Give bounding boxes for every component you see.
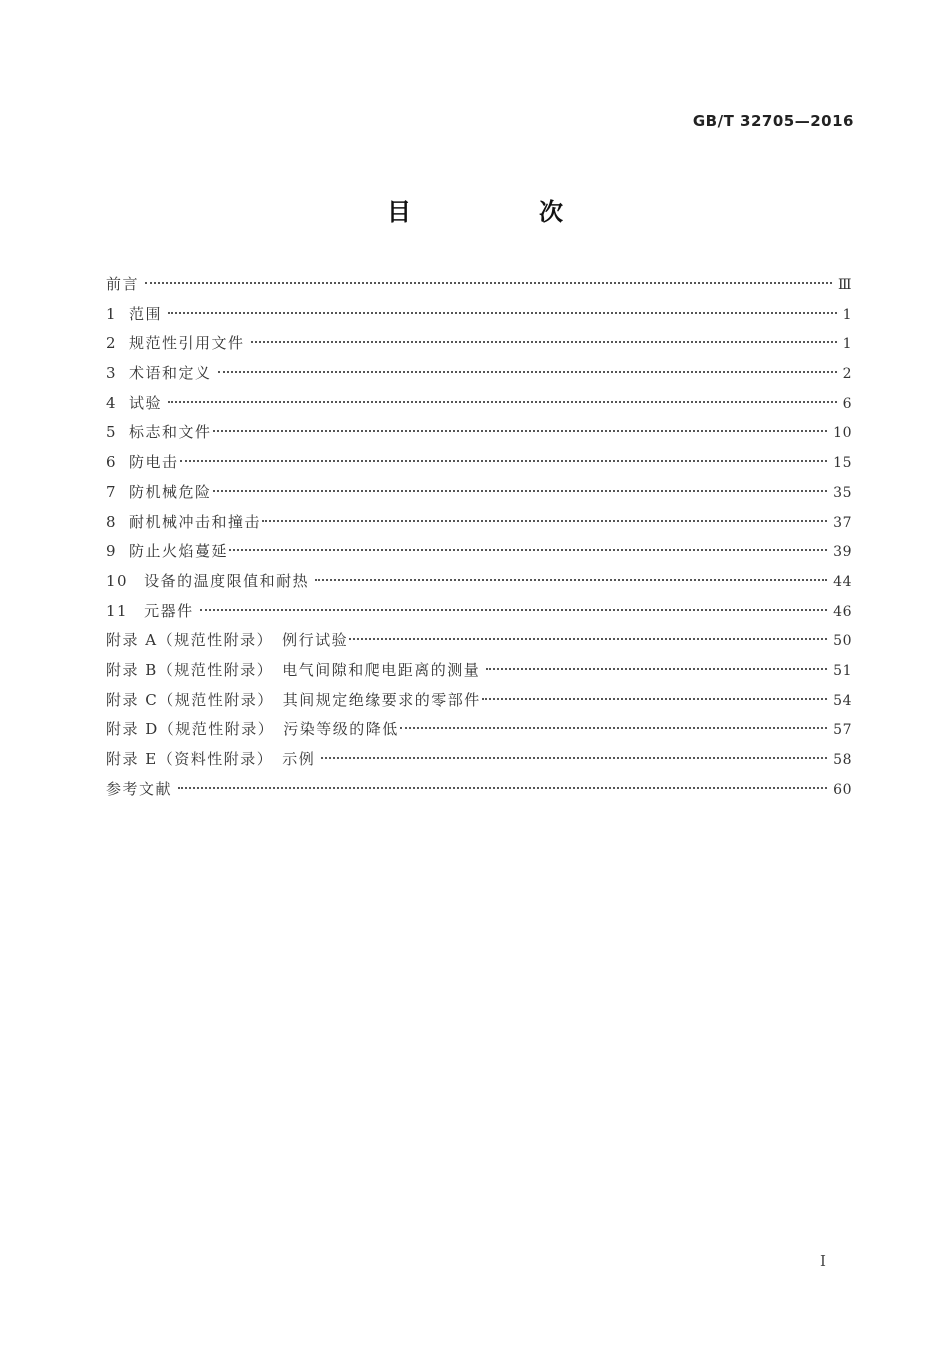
toc-entry-label: 术语和定义 <box>129 364 212 383</box>
toc-entry-label: 防电击 <box>129 453 179 472</box>
toc-entry-page: 60 <box>833 781 852 798</box>
toc-entry-annex-e[interactable] <box>106 745 852 775</box>
toc-entry-label: 元器件 <box>144 601 194 620</box>
toc-entry-page: 39 <box>833 544 852 561</box>
toc-leader-dots <box>400 727 827 729</box>
toc-entry-annex-b[interactable] <box>106 656 852 686</box>
toc-entry-label: 附录 B（规范性附录） 电气间隙和爬电距离的测量 <box>106 660 481 679</box>
toc-entry-page: 1 <box>842 336 852 353</box>
toc-leader-dots <box>262 520 827 522</box>
toc-entry-page: 2 <box>842 366 852 383</box>
toc-entry-6[interactable] <box>106 448 852 478</box>
toc-entry-page: 10 <box>833 425 852 442</box>
toc-entry-5[interactable] <box>106 418 852 448</box>
toc-leader-dots <box>315 579 827 581</box>
toc-entry-number: 9 <box>106 542 118 561</box>
toc-entry-label: 防止火焰蔓延 <box>129 542 229 561</box>
toc-entry-2[interactable] <box>106 329 852 359</box>
toc-leader-dots <box>229 549 827 551</box>
toc-entry-page: 54 <box>833 692 852 709</box>
toc-entry-4[interactable] <box>106 389 852 419</box>
toc-leader-dots <box>168 401 837 403</box>
toc-entry-label: 附录 E（资料性附录） 示例 <box>106 750 316 768</box>
toc-entry-label: 耐机械冲击和撞击 <box>129 512 262 531</box>
toc-entry-8[interactable] <box>106 508 852 538</box>
toc-entry-label: 规范性引用文件 <box>129 334 245 353</box>
toc-entry-7[interactable] <box>106 478 852 508</box>
toc-entry-page: 6 <box>842 395 852 412</box>
toc-entry-number: 10 <box>106 571 129 590</box>
toc-entry-number: 2 <box>106 334 118 353</box>
toc-entry-page: 44 <box>833 573 852 590</box>
toc-entry-label: 防机械危险 <box>129 482 212 501</box>
toc-entry-bibliography[interactable] <box>106 775 852 805</box>
toc-leader-dots <box>145 282 832 284</box>
toc-entry-annex-c[interactable] <box>106 686 852 716</box>
toc-entry-label: 标志和文件 <box>129 423 212 442</box>
toc-entry-page: 57 <box>833 722 852 739</box>
toc-entry-page: 46 <box>833 603 852 620</box>
toc-entry-annex-a[interactable] <box>106 626 852 656</box>
toc-entry-3[interactable] <box>106 359 852 389</box>
toc-leader-dots <box>251 341 837 343</box>
toc-entry-page: Ⅲ <box>837 277 852 293</box>
toc-entry-number: 3 <box>106 364 118 383</box>
table-of-contents <box>106 270 852 804</box>
toc-entry-number: 5 <box>106 423 118 442</box>
toc-entry-label: 附录 D（规范性附录） 污染等级的降低 <box>106 720 399 739</box>
toc-title: 目 次 <box>387 198 615 226</box>
standard-code: GB/T 32705—2016 <box>692 112 854 130</box>
toc-entry-page: 1 <box>842 306 852 323</box>
toc-entry-page: 58 <box>833 752 852 768</box>
toc-entry-label: 参考文献 <box>106 779 173 798</box>
toc-entry-page: 37 <box>833 514 852 531</box>
toc-entry-label: 前言 <box>106 275 140 293</box>
toc-entry-page: 51 <box>833 662 852 679</box>
toc-entry-number: 7 <box>106 482 118 501</box>
toc-entry-number: 4 <box>106 393 118 412</box>
toc-leader-dots <box>213 430 828 432</box>
toc-leader-dots <box>168 312 837 314</box>
toc-leader-dots <box>200 609 828 611</box>
toc-leader-dots <box>349 638 827 640</box>
toc-leader-dots <box>321 757 827 759</box>
toc-leader-dots <box>180 460 828 462</box>
toc-entry-page: 15 <box>833 455 852 472</box>
toc-entry-page: 35 <box>833 484 852 501</box>
toc-entry-annex-d[interactable] <box>106 715 852 745</box>
toc-leader-dots <box>213 490 828 492</box>
toc-leader-dots <box>482 698 827 700</box>
toc-entry-number: 6 <box>106 453 118 472</box>
toc-leader-dots <box>178 787 827 789</box>
toc-entry-number: 8 <box>106 512 118 531</box>
toc-entry-11[interactable] <box>106 597 852 627</box>
toc-entry-foreword[interactable] <box>106 270 852 300</box>
toc-entry-label: 范围 <box>129 304 163 323</box>
toc-entry-page: 50 <box>833 633 852 650</box>
toc-entry-1[interactable] <box>106 300 852 330</box>
toc-leader-dots <box>486 668 827 670</box>
toc-entry-label: 附录 C（规范性附录） 其间规定绝缘要求的零部件 <box>106 690 481 709</box>
page-number: Ⅰ <box>820 1252 826 1270</box>
toc-entry-9[interactable] <box>106 537 852 567</box>
toc-entry-label: 设备的温度限值和耐热 <box>144 571 310 590</box>
toc-entry-number: 11 <box>106 601 129 620</box>
toc-leader-dots <box>218 371 837 373</box>
toc-entry-10[interactable] <box>106 567 852 597</box>
toc-entry-number: 1 <box>106 304 118 323</box>
toc-entry-label: 附录 A（规范性附录） 例行试验 <box>106 631 349 650</box>
toc-entry-label: 试验 <box>129 393 163 412</box>
